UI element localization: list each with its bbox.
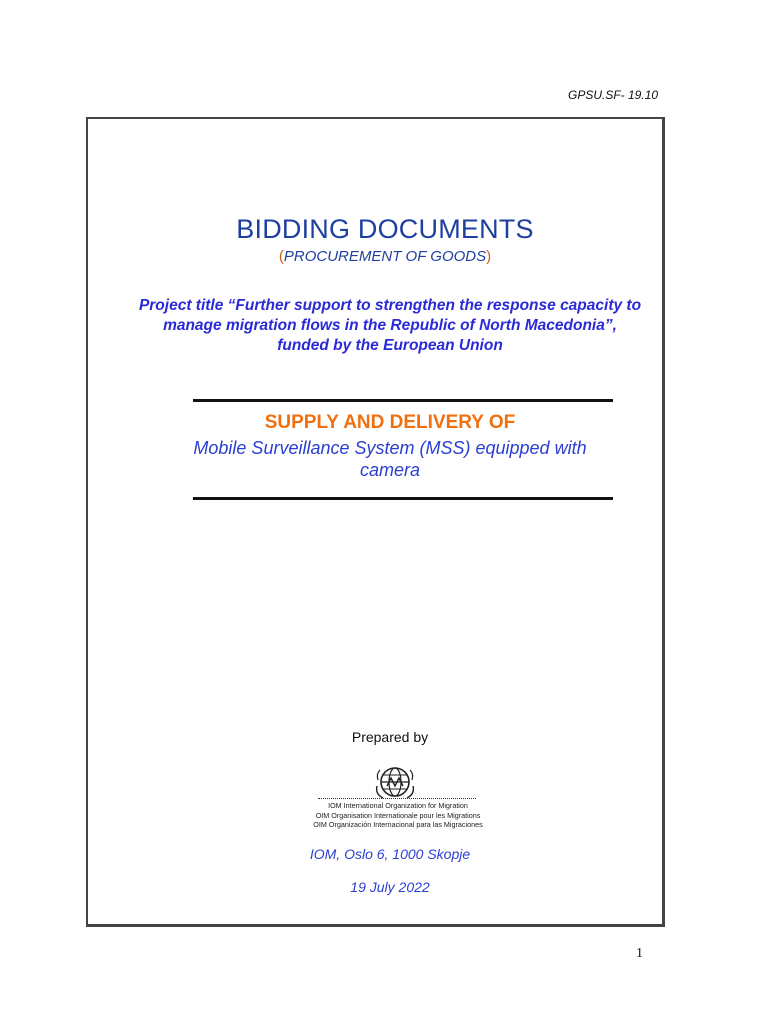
project-title (90, 296, 690, 356)
logo-divider (318, 798, 476, 799)
top-divider (193, 399, 613, 402)
item-description-line-2: camera (359, 460, 421, 480)
page-title: BIDDING DOCUMENTS (236, 214, 534, 244)
subtitle-text: PROCUREMENT OF GOODS (283, 248, 487, 265)
bottom-divider (193, 497, 613, 500)
prepared-by-label: Prepared by (351, 729, 429, 745)
item-description (150, 437, 630, 481)
logo-text-line-2: OIM Organisation Internationale pour les Migrations (315, 810, 481, 820)
iom-globe-logo-icon (373, 764, 417, 802)
page-subtitle (0, 248, 770, 265)
project-title-line-3: funded by the European Union (277, 337, 503, 354)
subtitle-open-paren: ( (278, 248, 284, 265)
logo-text (300, 801, 496, 830)
item-description-line-1: Mobile Surveillance System (MSS) equipped with (193, 438, 587, 458)
project-title-line-1: Project title “Further support to strengthen the response capacity to (138, 297, 642, 314)
supply-heading: SUPPLY AND DELIVERY OF (264, 412, 516, 433)
project-title-line-2: manage migration flows in the Republic of North Macedonia”, (163, 317, 617, 334)
subtitle-close-paren: ) (486, 248, 492, 265)
address: IOM, Oslo 6, 1000 Skopje (309, 846, 471, 862)
logo-text-line-3: OIM Organización Internacional para las Migraciones (313, 820, 483, 829)
page-number: 1 (636, 946, 643, 961)
logo-text-line-1: IOM International Organization for Migration (328, 801, 468, 810)
document-code: GPSU.SF- 19.10 (568, 88, 659, 102)
document-date: 19 July 2022 (350, 879, 430, 895)
